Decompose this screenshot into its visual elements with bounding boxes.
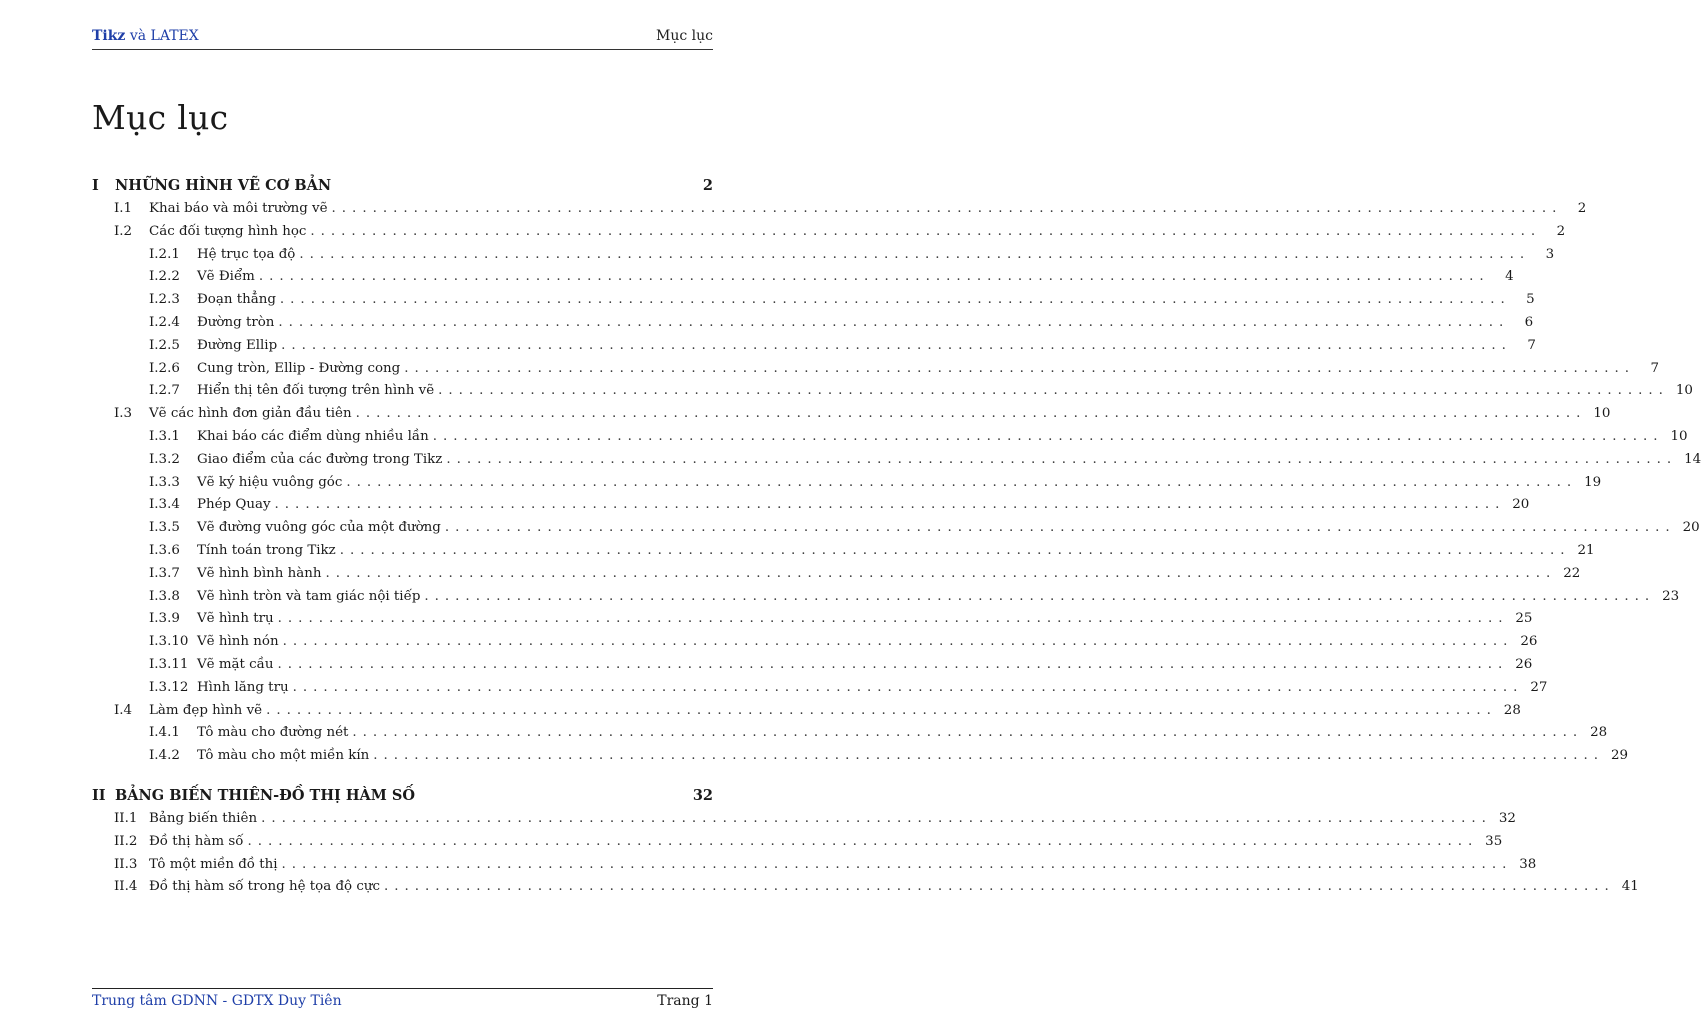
toc-leader-dots: ........................................................................................................................ xyxy=(352,725,1584,741)
toc-title: Làm đẹp hình vẽ xyxy=(149,702,263,718)
toc-entry[interactable] xyxy=(92,403,1611,426)
toc-entry[interactable] xyxy=(92,745,1629,768)
toc-number: I.3.6 xyxy=(149,542,180,558)
toc-title: Vẽ ký hiệu vuông góc xyxy=(197,474,343,490)
toc-title: Đồ thị hàm số trong hệ tọa độ cực xyxy=(149,879,380,895)
toc-page: 35 xyxy=(1485,833,1503,849)
toc-number: II.2 xyxy=(114,833,138,849)
toc-page: 5 xyxy=(1526,292,1535,308)
toc-leader-dots: ........................................................................................................................ xyxy=(339,542,1571,558)
toc-leader-dots: ........................................................................................................................ xyxy=(258,269,1490,285)
toc-page: 26 xyxy=(1520,634,1538,650)
toc-title: Tính toán trong Tikz xyxy=(197,542,336,558)
toc-leader-dots: ........................................................................................................................ xyxy=(373,748,1605,764)
toc-title: Vẽ các hình đơn giản đầu tiên xyxy=(149,406,352,422)
toc-entry[interactable] xyxy=(92,198,1587,221)
toc-entry[interactable] xyxy=(92,608,1533,631)
header-right: Mục lục xyxy=(656,28,713,44)
toc-number: I.2.5 xyxy=(149,337,180,353)
toc-title: Bảng biến thiên xyxy=(149,810,258,826)
toc-page: 2 xyxy=(1577,201,1587,216)
toc-page: 41 xyxy=(1621,879,1639,895)
toc-title: Hệ trục tọa độ xyxy=(197,246,296,262)
toc-title: Khai báo và môi trường vẽ xyxy=(149,201,328,216)
toc-number: I.3.7 xyxy=(149,565,180,581)
toc-entry[interactable] xyxy=(92,831,1503,854)
toc-entry[interactable] xyxy=(92,540,1595,563)
toc-leader-dots: ........................................................................................................................ xyxy=(274,497,1506,513)
toc-page: 23 xyxy=(1662,588,1680,604)
toc-page: 32 xyxy=(692,786,713,804)
toc-number: I.3.9 xyxy=(149,611,180,627)
toc-leader-dots: ........................................................................................................................ xyxy=(310,223,1542,239)
toc-title: Vẽ Điểm xyxy=(197,269,255,285)
toc-leader-dots: ........................................................................................................................ xyxy=(277,611,1509,627)
toc-title: Vẽ hình tròn và tam giác nội tiếp xyxy=(197,588,421,604)
table-of-contents xyxy=(92,174,1701,899)
toc-number: II.1 xyxy=(114,810,138,826)
toc-title: BẢNG BIẾN THIÊN-ĐỒ THỊ HÀM SỐ xyxy=(115,786,416,804)
toc-title: Đường tròn xyxy=(197,314,275,330)
toc-leader-dots: ........................................................................................................................ xyxy=(346,474,1578,490)
toc-leader-dots: ........................................................................................................................ xyxy=(432,428,1664,444)
toc-title: Tô màu cho đường nét xyxy=(197,725,349,741)
toc-entry[interactable] xyxy=(92,244,1555,267)
toc-entry[interactable] xyxy=(92,358,1660,381)
toc-title: Vẽ mặt cầu xyxy=(197,656,274,672)
toc-leader-dots: ........................................................................................................................ xyxy=(325,565,1557,581)
toc-number: II.3 xyxy=(114,856,138,872)
toc-page: 10 xyxy=(1593,406,1611,422)
toc-page: 6 xyxy=(1524,314,1534,330)
toc-page: 10 xyxy=(1670,428,1688,444)
toc-page: 28 xyxy=(1503,702,1521,718)
toc-number: I.3 xyxy=(114,406,133,422)
toc-leader-dots: ........................................................................................................................ xyxy=(261,810,1492,826)
toc-leader-dots: ........................................................................................................................ xyxy=(277,656,1509,672)
toc-entry[interactable] xyxy=(92,449,1701,472)
toc-number: I.4 xyxy=(114,702,133,718)
toc-leader-dots: ........................................................................................................................ xyxy=(331,201,1563,216)
toc-title: Các đối tượng hình học xyxy=(149,223,307,239)
toc-entry[interactable] xyxy=(92,517,1700,540)
toc-entry[interactable] xyxy=(92,722,1608,745)
toc-leader-dots: ........................................................................................................................ xyxy=(278,314,1510,330)
toc-number: I.2.7 xyxy=(149,383,180,399)
toc-leader-dots: ........................................................................................................................ xyxy=(424,588,1656,604)
toc-leader-dots: ........................................................................................................................ xyxy=(404,360,1636,376)
toc-leader-dots: ........................................................................................................................ xyxy=(383,879,1615,895)
toc-leader-dots: ........................................................................................................................ xyxy=(446,451,1678,467)
toc-page: 28 xyxy=(1590,725,1608,741)
toc-page: 32 xyxy=(1498,810,1516,826)
toc-title: NHỮNG HÌNH VẼ CƠ BẢN xyxy=(115,177,332,194)
toc-page: 7 xyxy=(1650,360,1660,376)
toc-leader-dots: ........................................................................................................................ xyxy=(355,406,1587,422)
header-left xyxy=(92,28,199,44)
toc-number: I.2.4 xyxy=(149,314,180,330)
toc-page: 29 xyxy=(1611,748,1629,764)
toc-title: Đoạn thẳng xyxy=(197,292,276,308)
toc-entry[interactable] xyxy=(92,784,713,808)
toc-page: 3 xyxy=(1545,246,1555,262)
toc-entry[interactable] xyxy=(92,221,1566,244)
toc-title: Tô một miền đồ thị xyxy=(149,856,278,872)
toc-title: Tô màu cho một miền kín xyxy=(197,748,370,764)
header-tikz: Tikz xyxy=(92,28,126,44)
toc-page: 19 xyxy=(1584,474,1602,490)
toc-title: Khai báo các điểm dùng nhiều lần xyxy=(197,428,429,444)
toc-entry[interactable] xyxy=(92,472,1602,495)
page-title: Mục lục xyxy=(92,98,229,137)
running-footer xyxy=(92,993,713,1009)
toc-page: 20 xyxy=(1682,520,1700,536)
toc-number: I.3.10 xyxy=(149,634,189,650)
toc-number: I.3.3 xyxy=(149,474,180,490)
toc-entry[interactable] xyxy=(92,854,1537,877)
toc-page: 27 xyxy=(1530,679,1548,695)
toc-number: I xyxy=(92,177,99,194)
toc-entry[interactable] xyxy=(92,174,713,198)
toc-entry[interactable] xyxy=(92,876,1639,899)
toc-leader-dots: ........................................................................................................................ xyxy=(279,292,1511,308)
toc-title: Vẽ hình nón xyxy=(197,634,279,650)
toc-leader-dots: ........................................................................................................................ xyxy=(444,520,1676,536)
toc-number: I.2 xyxy=(114,223,133,239)
toc-entry[interactable] xyxy=(92,586,1680,609)
toc-title: Vẽ hình trụ xyxy=(197,611,274,627)
toc-leader-dots: ........................................................................................................................ xyxy=(299,246,1531,262)
toc-page: 20 xyxy=(1512,497,1530,513)
toc-entry[interactable] xyxy=(92,631,1538,654)
toc-title: Giao điểm của các đường trong Tikz xyxy=(197,451,443,467)
toc-number: I.3.12 xyxy=(149,679,189,695)
toc-page: 22 xyxy=(1563,565,1581,581)
toc-title: Phép Quay xyxy=(197,497,271,513)
toc-page: 10 xyxy=(1675,383,1693,399)
toc-number: I.4.1 xyxy=(149,725,180,741)
toc-number: II.4 xyxy=(114,879,138,895)
header-rule xyxy=(92,49,713,50)
toc-page: 2 xyxy=(702,177,713,194)
toc-number: I.3.2 xyxy=(149,451,180,467)
toc-page: 26 xyxy=(1515,656,1533,672)
toc-entry[interactable] xyxy=(92,289,1535,312)
toc-number: I.2.1 xyxy=(149,246,180,262)
footer-rule xyxy=(92,988,713,989)
toc-entry[interactable] xyxy=(92,654,1533,677)
toc-title: Vẽ đường vuông góc của một đường xyxy=(197,520,441,536)
toc-page: 2 xyxy=(1556,223,1566,239)
toc-leader-dots: ........................................................................................................................ xyxy=(281,856,1513,872)
toc-title: Đường Ellip xyxy=(197,337,278,353)
toc-number: I.3.8 xyxy=(149,588,180,604)
toc-number: I.2.2 xyxy=(149,269,180,285)
toc-number: I.3.5 xyxy=(149,520,180,536)
toc-entry[interactable] xyxy=(92,335,1536,358)
toc-title: Cung tròn, Ellip - Đường cong xyxy=(197,360,401,376)
toc-entry[interactable] xyxy=(92,426,1688,449)
footer-left: Trung tâm GDNN - GDTX Duy Tiên xyxy=(92,993,342,1009)
toc-page: 7 xyxy=(1527,337,1536,353)
toc-leader-dots: ........................................................................................................................ xyxy=(438,383,1669,399)
toc-page: 14 xyxy=(1684,451,1701,467)
toc-page: 4 xyxy=(1505,269,1514,285)
toc-leader-dots: ........................................................................................................................ xyxy=(247,833,1479,849)
toc-entry[interactable] xyxy=(92,808,1516,831)
toc-title: Hình lăng trụ xyxy=(197,679,289,695)
toc-number: I.4.2 xyxy=(149,748,180,764)
toc-entry[interactable] xyxy=(92,563,1581,586)
toc-number: I.1 xyxy=(114,201,133,216)
toc-number: I.2.6 xyxy=(149,360,180,376)
toc-number: I.3.4 xyxy=(149,497,180,513)
toc-page: 38 xyxy=(1519,856,1537,872)
toc-number: II xyxy=(92,786,106,804)
toc-page: 25 xyxy=(1515,611,1533,627)
toc-title: Vẽ hình bình hành xyxy=(197,565,322,581)
toc-number: I.3.1 xyxy=(149,428,180,444)
toc-entry[interactable] xyxy=(92,312,1534,335)
toc-number: I.3.11 xyxy=(149,656,189,672)
toc-page: 21 xyxy=(1577,542,1595,558)
running-header xyxy=(92,28,713,44)
toc-entry[interactable] xyxy=(92,380,1693,403)
toc-entry[interactable] xyxy=(92,266,1514,289)
toc-leader-dots: ........................................................................................................................ xyxy=(282,634,1514,650)
toc-number: I.2.3 xyxy=(149,292,180,308)
toc-title: Hiển thị tên đối tượng trên hình vẽ xyxy=(197,383,435,399)
toc-title: Đồ thị hàm số xyxy=(149,833,244,849)
toc-leader-dots: ........................................................................................................................ xyxy=(266,702,1497,718)
toc-leader-dots: ........................................................................................................................ xyxy=(281,337,1512,353)
toc-entry[interactable] xyxy=(92,677,1548,700)
header-latex: và LATEX xyxy=(125,28,199,44)
toc-entry[interactable] xyxy=(92,700,1521,723)
toc-entry[interactable] xyxy=(92,494,1530,517)
footer-page-number: Trang 1 xyxy=(657,993,713,1009)
toc-leader-dots: ........................................................................................................................ xyxy=(292,679,1524,695)
